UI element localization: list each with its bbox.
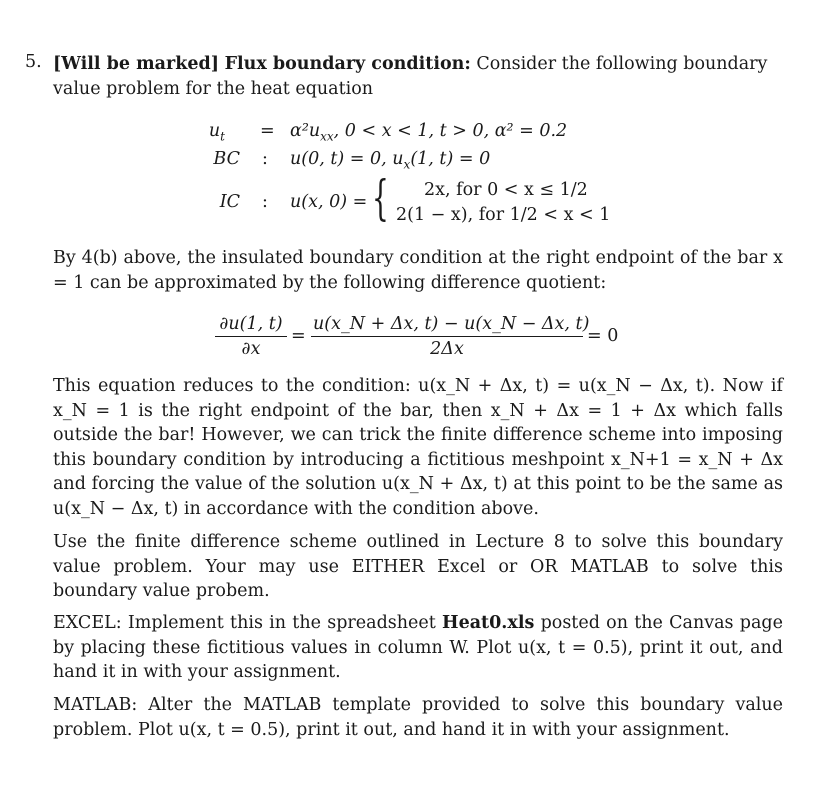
question-tag: [Will be marked] bbox=[53, 54, 219, 74]
ic-lhs: u(x, 0) = bbox=[290, 192, 368, 212]
bc-label: BC bbox=[213, 149, 240, 169]
paragraph-excel: EXCEL: Implement this in the spreadsheet Heat0.xls posted on the Canvas page by placing these fictitious values in column W. Plot u(x, t = 0.5), print it out, and hand it in with your assignment. bbox=[53, 613, 783, 682]
question-heading: Flux boundary condition: bbox=[224, 54, 471, 74]
paragraph-reduces: This equation reduces to the condition: u(x_N + Δx, t) = u(x_N − Δx, t). Now if x_N = 1 is the right endpoint of the bar, then x_N + Δx = 1 + Δx which falls outside the bar! However, we can trick the finite difference scheme into imposing this boundary condition by introducing a fictitious meshpoint x_N+1 = x_N + Δx and forcing the value of the solution u(x_N + Δx, t) at this point to be the same as u(x_N − Δx, t) in accordance with the condition above. bbox=[53, 376, 783, 519]
pde-equation: $\alpha^2u_{xx}$, 0 < x < 1, t > 0, α² = 0.2 bbox=[290, 121, 568, 144]
bc-relation: : bbox=[262, 149, 268, 169]
excel-filename: Heat0.xls bbox=[442, 613, 535, 633]
derivative-lhs: $\frac{\partial u(1, t)}{\partial x}$ bbox=[215, 314, 287, 359]
ic-brace: { bbox=[372, 170, 389, 226]
question-number: 5. bbox=[25, 52, 42, 72]
question-intro-line2: value problem for the heat equation bbox=[53, 78, 374, 99]
ic-relation: : bbox=[262, 192, 268, 212]
derivative-rhs: $\frac{u(x\_N + \Delta x, t) - u(x\_N - \Delta x, t)}{2\Delta x}$ bbox=[313, 314, 590, 359]
question-intro bbox=[53, 52, 783, 101]
pde-label: $u_t$ bbox=[208, 121, 225, 144]
paragraph-use: Use the finite difference scheme outlined in Lecture 8 to solve this boundary value problem. Your may use EITHER Excel or OR MATLAB to solve this boundary value probem. bbox=[53, 532, 783, 601]
ic-case-1: 2x, for 0 < x ≤ 1/2 bbox=[424, 180, 588, 200]
question-intro-line1: Consider the following boundary bbox=[476, 54, 768, 74]
ic-label: IC bbox=[219, 192, 240, 212]
paragraph-derivative: By 4(b) above, the insulated boundary condition at the right endpoint of the bar x = 1 can be approximated by the following difference quotient: bbox=[53, 248, 783, 293]
derivative-result: = 0 bbox=[587, 326, 619, 346]
paragraph-matlab: MATLAB: Alter the MATLAB template provided to solve this boundary value problem. Plot u(x, t = 0.5), print it out, and hand it in with your assignment. bbox=[53, 695, 783, 740]
pde-relation: = bbox=[260, 121, 275, 141]
ic-case-2: 2(1 − x), for 1/2 < x < 1 bbox=[396, 205, 611, 225]
bc-equation: u(0, t) = 0, $u_x(1$, t) = 0 bbox=[290, 149, 491, 172]
derivative-equals: = bbox=[291, 326, 306, 346]
